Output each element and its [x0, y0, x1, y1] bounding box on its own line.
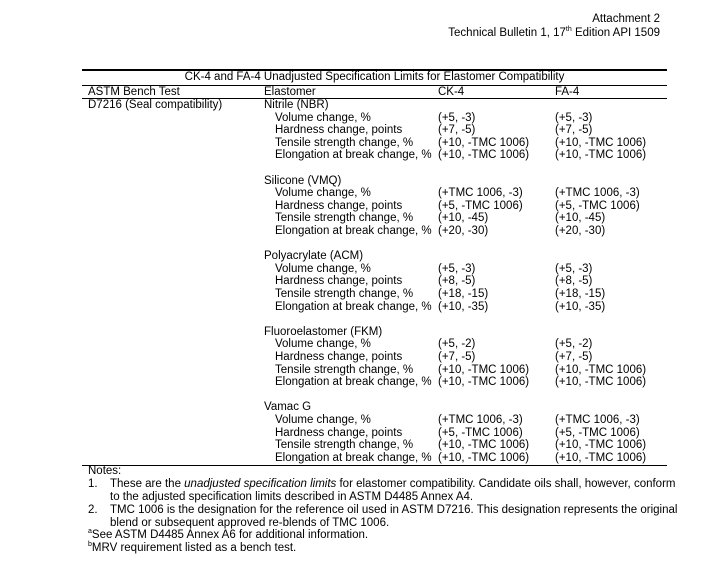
note-2-line-2: blend or subsequent approved re-blends of TMC 1006.	[110, 517, 390, 529]
ck4-limit: (+10, -TMC 1006)	[438, 376, 530, 389]
property-label: Hardness change, points	[275, 426, 403, 439]
property-label: Tensile strength change, %	[275, 212, 414, 225]
footnote-a-marker: a	[88, 528, 92, 536]
bench-test-name: D7216 (Seal compatibility)	[88, 99, 223, 111]
property-label: Tensile strength change, %	[275, 136, 414, 149]
ck4-limit: (+10, -TMC 1006)	[438, 149, 530, 162]
ck4-limit: (+TMC 1006, -3)	[438, 414, 523, 426]
fa4-limit: (+18, -15)	[555, 288, 606, 300]
property-label: Elongation at break change, %	[275, 149, 432, 162]
property-label: Volume change, %	[275, 111, 371, 124]
elastomer-name: Polyacrylate (ACM)	[264, 250, 364, 263]
property-label: Elongation at break change, %	[275, 451, 432, 464]
ck4-limit: (+10, -TMC 1006)	[438, 136, 530, 149]
fa4-limit: (+10, -TMC 1006)	[555, 136, 647, 149]
fa4-limit: (+5, -TMC 1006)	[555, 199, 640, 212]
ck4-limit: (+5, -3)	[438, 111, 476, 124]
property-label: Hardness change, points	[275, 199, 403, 212]
fa4-limit: (+5, -2)	[555, 338, 593, 351]
footnote-b-text: MRV requirement listed as a bench test.	[91, 542, 297, 554]
ck4-limit: (+10, -TMC 1006)	[438, 363, 530, 376]
property-label: Volume change, %	[275, 414, 371, 426]
fa4-limit: (+8, -5)	[555, 275, 593, 288]
bulletin-text: Technical Bulletin 1, 17	[448, 27, 566, 39]
property-label: Hardness change, points	[275, 275, 403, 288]
note-2-number: 2.	[88, 504, 98, 516]
property-label: Elongation at break change, %	[275, 300, 432, 313]
property-label: Volume change, %	[275, 262, 371, 275]
fa4-limit: (+TMC 1006, -3)	[555, 187, 640, 200]
note-1-number: 1.	[88, 478, 98, 490]
ck4-limit: (+7, -5)	[438, 351, 476, 363]
col-header-fa4: FA-4	[555, 86, 580, 98]
table-title: CK-4 and FA-4 Unadjusted Specification Limits for Elastomer Compatibility	[184, 71, 565, 83]
fa4-limit: (+5, -3)	[555, 262, 593, 275]
notes-heading: Notes:	[88, 465, 122, 477]
fa4-limit: (+10, -TMC 1006)	[555, 439, 647, 452]
property-label: Tensile strength change, %	[275, 363, 414, 376]
note-1-text-a: These are the	[110, 478, 185, 490]
elastomer-name: Vamac G	[264, 401, 312, 414]
fa4-limit: (+7, -5)	[555, 351, 593, 363]
elastomer-name: Silicone (VMQ)	[264, 174, 342, 187]
note-2-line-1: TMC 1006 is the designation for the reference oil used in ASTM D7216. This designation represents the original	[110, 504, 678, 516]
fa4-limit: (+20, -30)	[555, 225, 606, 237]
property-label: Hardness change, points	[275, 351, 403, 363]
ck4-limit: (+10, -45)	[438, 212, 489, 225]
fa4-limit: (+TMC 1006, -3)	[555, 414, 640, 426]
elastomer-name: Nitrile (NBR)	[264, 99, 329, 111]
note-1-line-2: to the adjusted specification limits described in ASTM D4485 Annex A4.	[110, 491, 474, 503]
elastomer-name: Fluoroelastomer (FKM)	[264, 325, 383, 338]
note-1-text-b: for elastomer compatibility. Candidate oils shall, however, conform	[336, 478, 676, 490]
footnote-b	[88, 542, 296, 555]
fa4-limit: (+7, -5)	[555, 124, 593, 137]
ck4-limit: (+5, -TMC 1006)	[438, 199, 523, 212]
property-label: Tensile strength change, %	[275, 439, 414, 452]
bulletin-label	[448, 26, 660, 40]
fa4-limit: (+5, -3)	[555, 111, 593, 124]
col-header-ck4: CK-4	[438, 86, 465, 98]
fa4-limit: (+10, -45)	[555, 212, 606, 225]
footnote-b-marker: b	[88, 541, 92, 549]
fa4-limit: (+10, -TMC 1006)	[555, 363, 647, 376]
ck4-limit: (+18, -15)	[438, 288, 489, 300]
table-bottom-rule	[82, 465, 667, 466]
fa4-limit: (+10, -35)	[555, 300, 606, 313]
fa4-limit: (+10, -TMC 1006)	[555, 149, 647, 162]
ck4-limit: (+10, -TMC 1006)	[438, 439, 530, 452]
ck4-limit: (+10, -35)	[438, 300, 489, 313]
col-header-elastomer: Elastomer	[264, 86, 316, 98]
bulletin-ordinal: th	[565, 26, 572, 34]
property-label: Tensile strength change, %	[275, 288, 414, 300]
footnote-a	[88, 529, 368, 542]
property-label: Volume change, %	[275, 338, 371, 351]
property-label: Elongation at break change, %	[275, 225, 432, 237]
property-label: Hardness change, points	[275, 124, 403, 137]
col-header-test: ASTM Bench Test	[88, 86, 180, 98]
fa4-limit: (+5, -TMC 1006)	[555, 426, 640, 439]
ck4-limit: (+5, -2)	[438, 338, 476, 351]
ck4-limit: (+10, -TMC 1006)	[438, 451, 530, 464]
ck4-limit: (+7, -5)	[438, 124, 476, 137]
fa4-limit: (+10, -TMC 1006)	[555, 376, 647, 389]
ck4-limit: (+5, -TMC 1006)	[438, 426, 523, 439]
ck4-limit: (+5, -3)	[438, 262, 476, 275]
note-1-line-1	[110, 478, 676, 491]
property-label: Volume change, %	[275, 187, 371, 200]
fa4-limit: (+10, -TMC 1006)	[555, 451, 647, 464]
note-1-emphasis: unadjusted specification limits	[184, 478, 337, 490]
ck4-limit: (+TMC 1006, -3)	[438, 187, 523, 200]
ck4-limit: (+8, -5)	[438, 275, 476, 288]
footnote-a-text: See ASTM D4485 Annex A6 for additional information.	[91, 529, 369, 541]
attachment-label: Attachment 2	[592, 13, 660, 25]
property-label: Elongation at break change, %	[275, 376, 432, 389]
ck4-limit: (+20, -30)	[438, 225, 489, 237]
bulletin-edition: Edition API 1509	[571, 27, 660, 39]
